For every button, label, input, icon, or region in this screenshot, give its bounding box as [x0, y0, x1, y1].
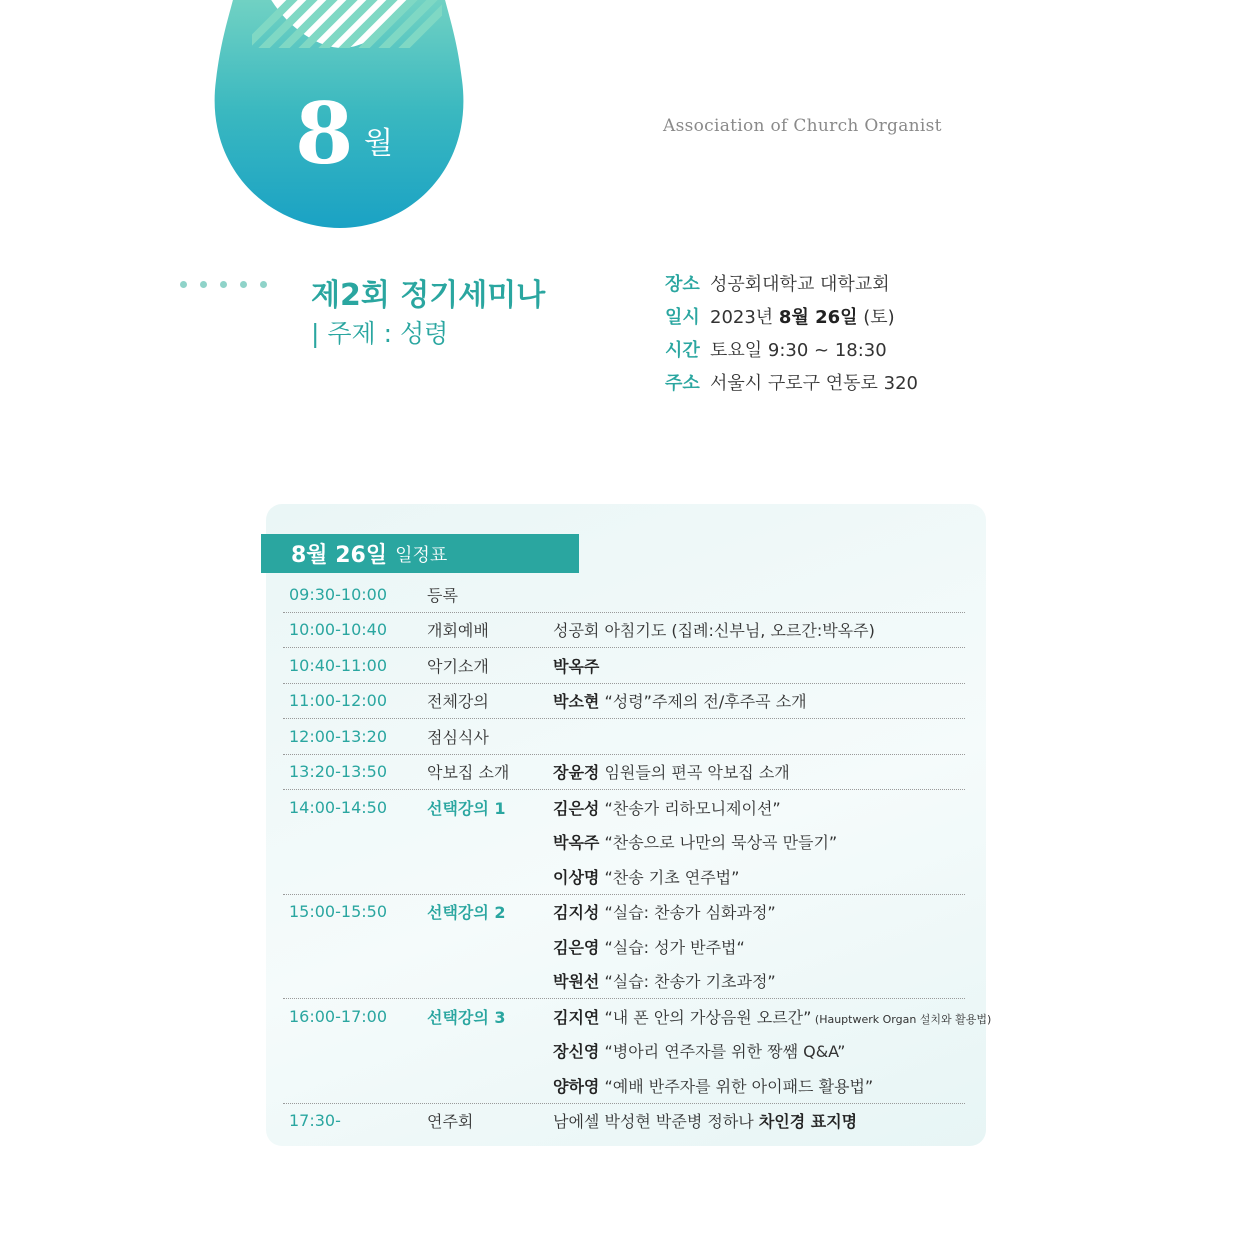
schedule-program: 점심식사: [427, 727, 489, 747]
schedule-detail: [553, 969, 776, 992]
schedule-line: [283, 999, 992, 1034]
schedule-row: [283, 719, 965, 755]
speaker-name: 장신영: [553, 1042, 600, 1062]
info-value: [710, 301, 895, 334]
schedule-time: 11:00-12:00: [289, 691, 387, 711]
speaker-name: 김은성: [553, 798, 600, 818]
schedule-time: 10:00-10:40: [289, 620, 387, 640]
dot-icon: [220, 281, 227, 288]
schedule-line: [283, 895, 965, 930]
seminar-theme: | 주제 : 성령: [311, 319, 449, 348]
schedule-detail: [553, 935, 745, 958]
schedule-row: [283, 790, 965, 895]
schedule-time: 13:20-13:50: [289, 762, 387, 782]
schedule-line: [283, 964, 965, 999]
schedule-detail: [553, 1005, 991, 1028]
decorative-dots: [180, 281, 267, 288]
schedule-time: 16:00-17:00: [289, 1006, 387, 1026]
speaker-name: 박원선: [553, 972, 600, 992]
dot-icon: [260, 281, 267, 288]
session-title: 성공회 아침기도 (집례:신부님, 오르간:박옥주): [553, 621, 875, 641]
session-title: “성령”주제의 전/후주곡 소개: [599, 692, 807, 712]
info-key: 장소: [665, 274, 700, 295]
session-title: “찬송으로 나만의 묵상곡 만들기”: [599, 833, 838, 853]
seminar-title: 제2회 정기세미나: [311, 278, 546, 313]
info-value: 성공회대학교 대학교회: [710, 274, 890, 295]
schedule-detail: [553, 689, 807, 712]
schedule-program: 선택강의 3: [427, 1007, 506, 1027]
schedule-time: 09:30-10:00: [289, 584, 387, 604]
month-number: 8: [295, 84, 354, 183]
schedule-row: [283, 895, 965, 1000]
schedule-program: 악보집 소개: [427, 763, 510, 783]
session-title: “찬송가 리하모니제이션”: [599, 798, 781, 818]
session-title: 남에셀 박성현 박준병 정하나: [553, 1112, 759, 1132]
schedule-detail: [553, 1109, 857, 1132]
schedule-detail: [553, 1074, 873, 1097]
date-year: 2023년: [710, 307, 779, 328]
info-address: [665, 367, 918, 400]
info-date: [665, 301, 918, 334]
schedule-line: [283, 719, 965, 754]
schedule-line: [283, 790, 965, 825]
schedule-row: [283, 613, 965, 649]
schedule-date: 8월 26일: [291, 543, 388, 568]
schedule-detail: [553, 830, 837, 853]
schedule-line: [283, 648, 965, 683]
schedule-program: 개회예배: [427, 621, 489, 641]
speaker-name: 이상명: [553, 867, 600, 887]
schedule-header: [261, 534, 579, 573]
session-note: (Hauptwerk Organ 설치와 활용법): [811, 1012, 992, 1026]
schedule-line: [283, 684, 965, 719]
schedule-row: [283, 755, 965, 791]
event-info: [665, 268, 918, 400]
schedule-label: 일정표: [395, 544, 448, 566]
schedule-detail: [553, 654, 599, 677]
session-title: “찬송 기초 연주법”: [599, 867, 740, 887]
schedule-time: 15:00-15:50: [289, 902, 387, 922]
schedule-program: 선택강의 2: [427, 903, 506, 923]
schedule-program: 연주회: [427, 1112, 474, 1132]
schedule-row: [283, 684, 965, 720]
session-title: “실습: 찬송가 기초과정”: [599, 972, 776, 992]
schedule-program: 전체강의: [427, 692, 489, 712]
date-weekday: (토): [857, 307, 895, 328]
speaker-name: 박옥주: [553, 833, 600, 853]
info-key: 일시: [665, 307, 700, 328]
schedule-line: [283, 1034, 965, 1069]
schedule-line: [283, 825, 965, 860]
dot-icon: [200, 281, 207, 288]
schedule-line: [283, 1104, 965, 1139]
info-key: 주소: [665, 373, 700, 394]
schedule-detail: [553, 1039, 845, 1062]
schedule-row: [283, 577, 965, 613]
info-key: 시간: [665, 340, 700, 361]
info-value: 서울시 구로구 연동로 320: [710, 373, 919, 394]
dot-icon: [180, 281, 187, 288]
schedule-line: [283, 859, 965, 894]
speaker-name: 김은영: [553, 937, 600, 957]
schedule-detail: [553, 760, 790, 783]
schedule-detail: [553, 865, 739, 888]
schedule-row: [283, 1104, 965, 1139]
dot-icon: [240, 281, 247, 288]
info-venue: [665, 268, 918, 301]
schedule-line: [283, 755, 965, 790]
speaker-name: 박소현: [553, 692, 600, 712]
month-unit: 월: [364, 126, 393, 161]
schedule-row: [283, 648, 965, 684]
schedule-time: 10:40-11:00: [289, 655, 387, 675]
session-title: “내 폰 안의 가상음원 오르간”: [599, 1007, 812, 1027]
schedule-detail: [553, 618, 875, 641]
association-name: Association of Church Organist: [663, 116, 942, 136]
session-title: “병아리 연주자를 위한 짱쌤 Q&A”: [599, 1042, 846, 1062]
date-day: 8월 26일: [778, 307, 858, 328]
schedule-time: 14:00-14:50: [289, 797, 387, 817]
schedule-table: [283, 577, 992, 1138]
speaker-name: 김지연: [553, 1007, 600, 1027]
schedule-program: 선택강의 1: [427, 798, 506, 818]
schedule-line: [283, 929, 965, 964]
session-title: “실습: 찬송가 심화과정”: [599, 903, 776, 923]
schedule-row: [283, 999, 992, 1104]
schedule-line: [283, 613, 965, 648]
schedule-program: 악기소개: [427, 656, 489, 676]
schedule-line: [283, 577, 965, 612]
speaker-name: 김지성: [553, 903, 600, 923]
speaker-name: 박옥주: [553, 656, 600, 676]
session-title: “실습: 성가 반주법“: [599, 937, 745, 957]
session-title: “예배 반주자를 위한 아이패드 활용법”: [599, 1076, 874, 1096]
info-time: [665, 334, 918, 367]
session-title: 임원들의 편곡 악보집 소개: [599, 763, 790, 783]
info-value: 토요일 9:30 ~ 18:30: [710, 340, 887, 361]
schedule-line: [283, 1068, 965, 1103]
schedule-detail: [553, 796, 781, 819]
speaker-name: 양하영: [553, 1076, 600, 1096]
schedule-time: 12:00-13:20: [289, 726, 387, 746]
schedule-program: 등록: [427, 585, 458, 605]
performer-names: 차인경 표지명: [758, 1112, 858, 1132]
schedule-detail: [553, 900, 776, 923]
speaker-name: 장윤정: [553, 763, 600, 783]
schedule-time: 17:30-: [289, 1111, 341, 1131]
